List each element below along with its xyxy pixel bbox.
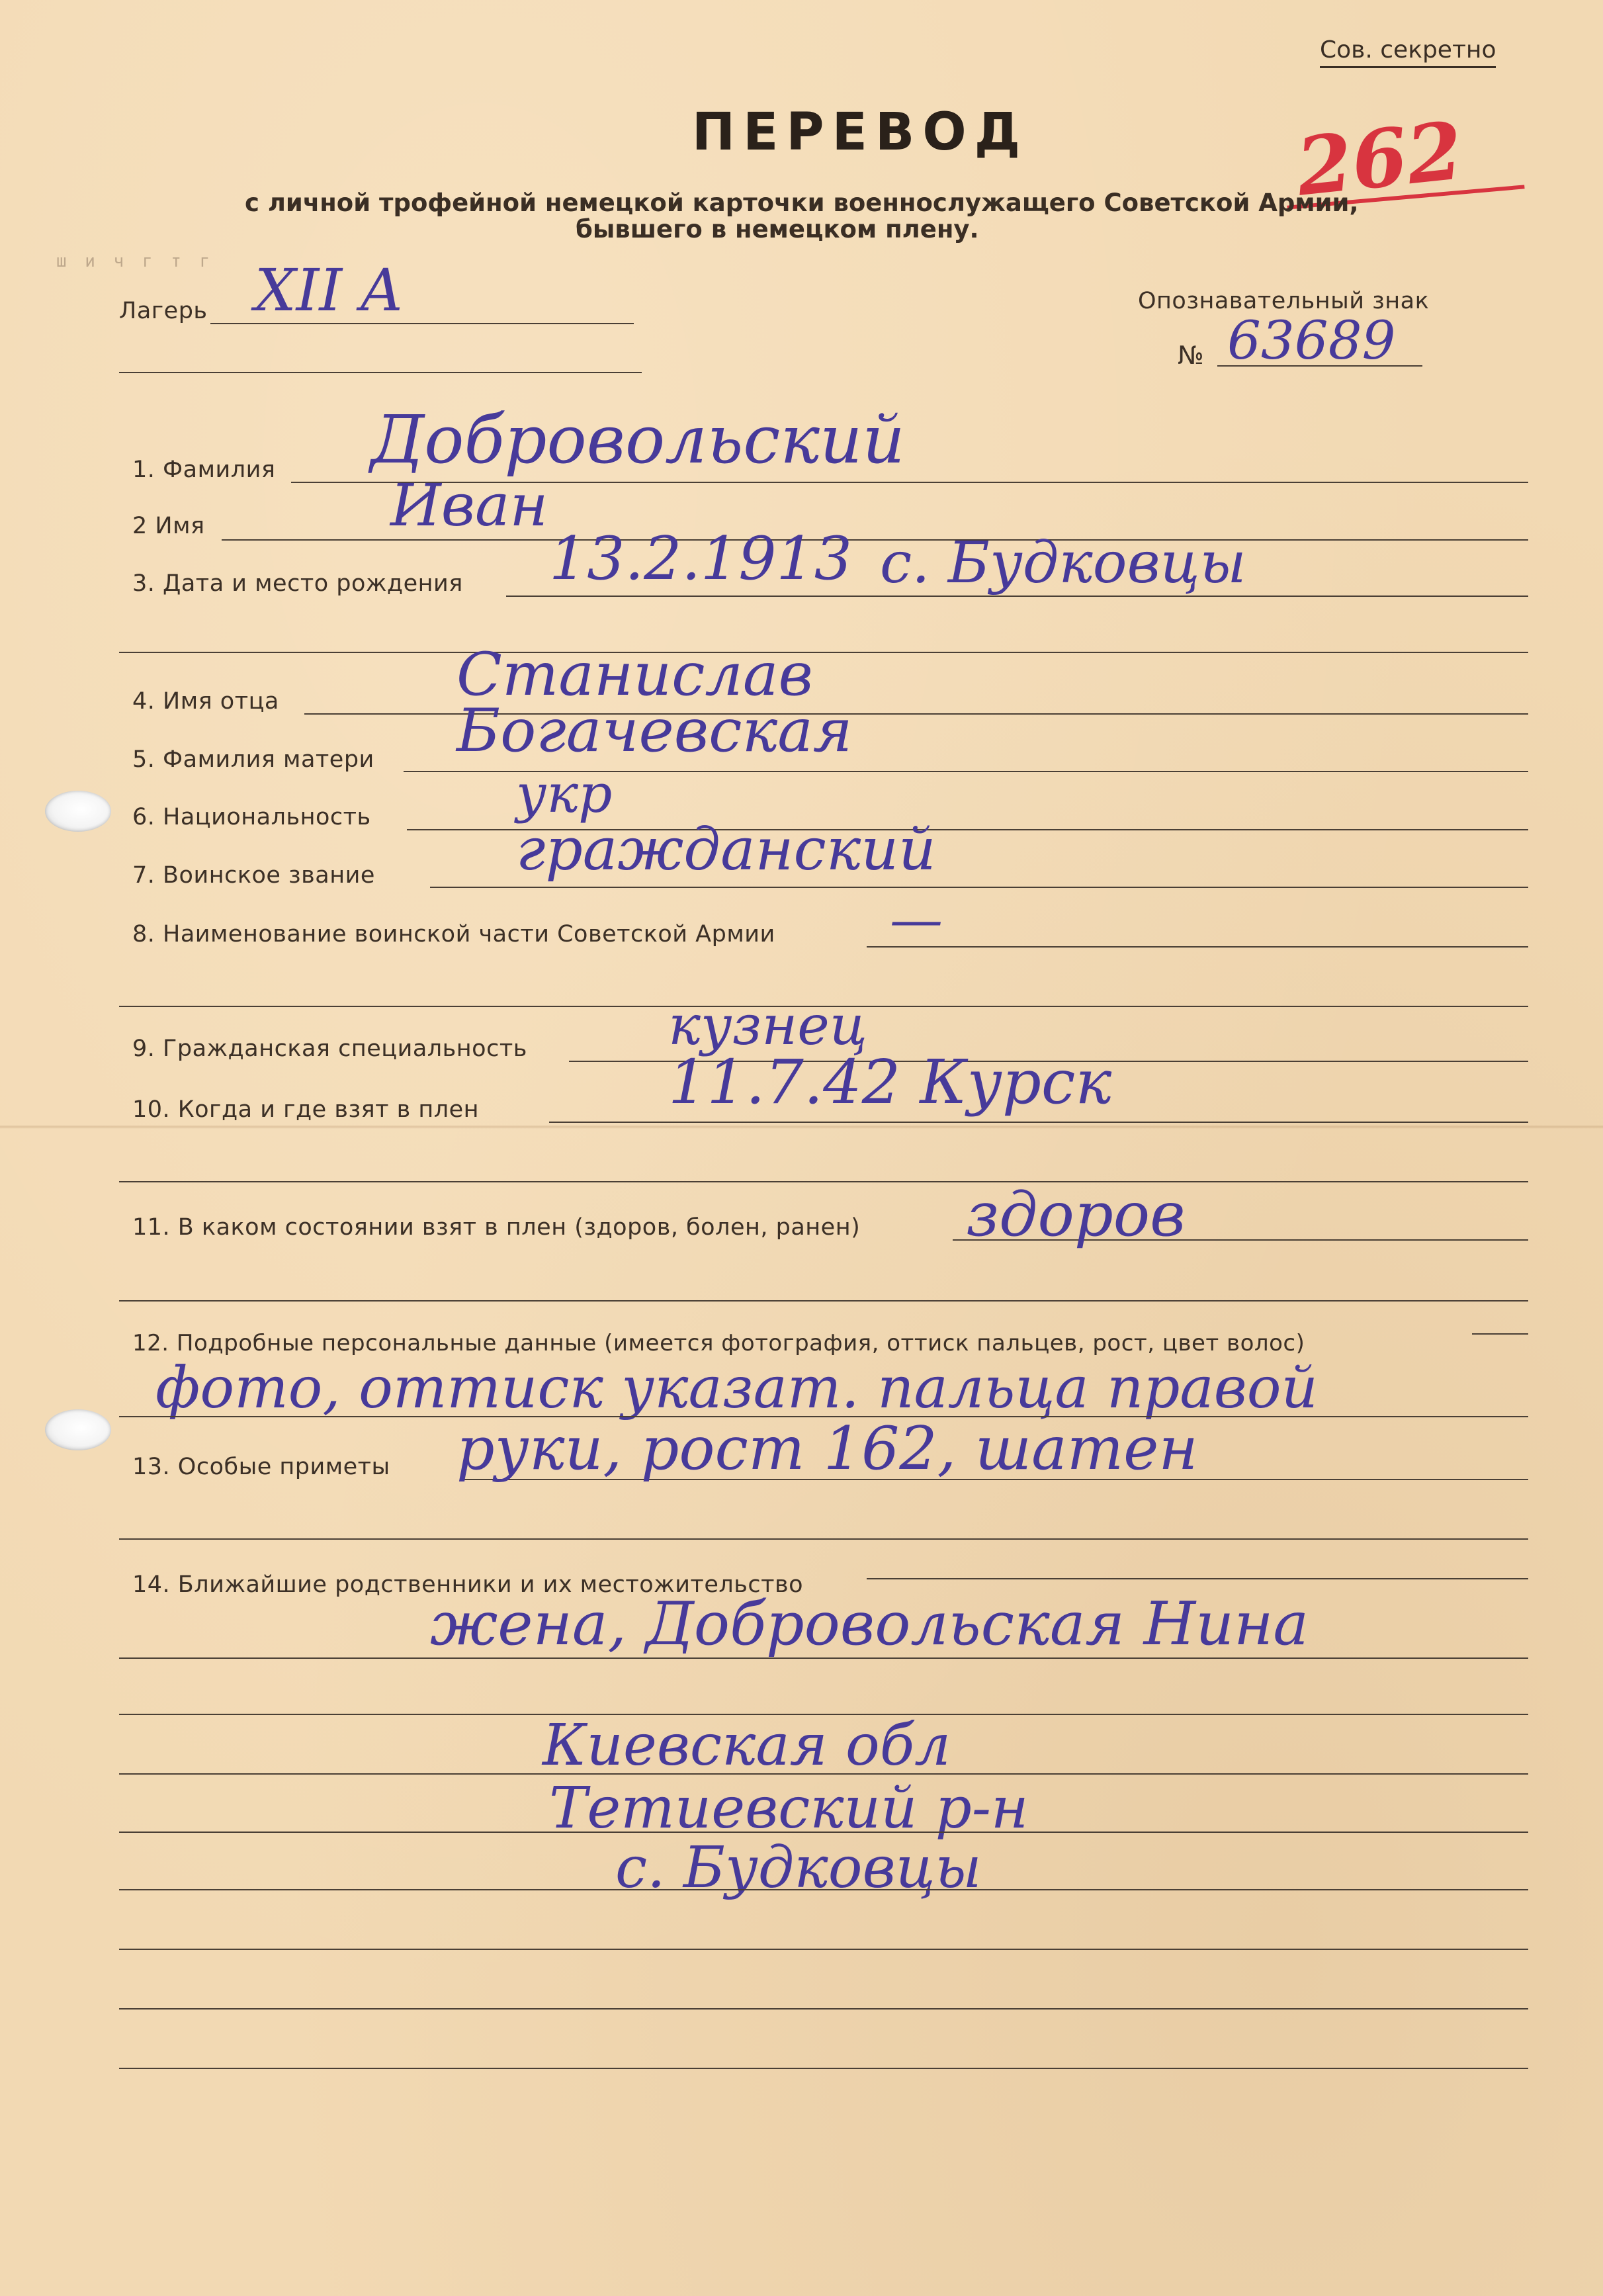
- condition-value: здоров: [966, 1179, 1186, 1250]
- document-subtitle-line2: бывшего в немецком плену.: [576, 215, 979, 243]
- relatives-rule-2: [119, 1657, 1528, 1659]
- captured-label: 10. Когда и где взят в плен: [132, 1096, 480, 1123]
- condition-label: 11. В каком состоянии взят в плен (здоров, болен, ранен): [132, 1214, 861, 1241]
- birth-place-value: с. Будковцы: [880, 530, 1246, 596]
- faint-stamp-mark: ш и ч г т г: [56, 251, 214, 271]
- relatives-rule: [867, 1578, 1528, 1579]
- captured-rule: [549, 1122, 1528, 1123]
- red-record-number: 262: [1292, 104, 1467, 214]
- nationality-value: укр: [516, 763, 613, 824]
- punch-hole-lower: [45, 1409, 111, 1450]
- secrecy-stamp: Сов. секретно: [1320, 36, 1496, 68]
- tag-value: 63689: [1227, 310, 1396, 371]
- unit-value: —: [890, 889, 943, 950]
- birth-rule-2: [119, 652, 1528, 653]
- document-subtitle-line1: с личной трофейной немецкой карточки военнослужащего Советской Армии,: [245, 189, 1359, 217]
- profession-label: 9. Гражданская специальность: [132, 1036, 527, 1062]
- relatives-value-line3: Тетиевский р-н: [549, 1775, 1029, 1841]
- rank-label: 7. Воинское звание: [132, 862, 375, 889]
- rank-rule: [430, 887, 1528, 888]
- unit-label: 8. Наименование воинской части Советской Армии: [132, 921, 775, 948]
- unit-rule: [867, 946, 1528, 948]
- captured-value: 11.7.42 Курск: [668, 1047, 1112, 1118]
- personal-label: 12. Подробные персональные данные (имеется фотография, оттиск пальцев, рост, цвет волос): [132, 1330, 1305, 1356]
- camp-label: Лагерь: [119, 298, 208, 324]
- father-label: 4. Имя отца: [132, 688, 279, 715]
- father-value: Станислав: [456, 640, 813, 709]
- condition-rule-2: [119, 1300, 1528, 1302]
- name-value: Иван: [390, 471, 548, 539]
- camp-value: XII A: [255, 256, 403, 324]
- relatives-value-line4: с. Будковцы: [615, 1835, 982, 1901]
- relatives-value-line1: жена, Добровольская Нина: [430, 1589, 1309, 1659]
- profession-value: кузнец: [668, 994, 868, 1057]
- surname-label: 1. Фамилия: [132, 457, 276, 483]
- camp-rule-2: [119, 372, 642, 373]
- surname-value: Добровольский: [370, 401, 905, 478]
- tag-label: Опознавательный знак: [1138, 288, 1430, 314]
- relatives-rule-9: [119, 2068, 1528, 2069]
- document-title: ПЕРЕВОД: [691, 103, 1029, 162]
- marks-rule-2: [119, 1538, 1528, 1540]
- captured-rule-2: [119, 1181, 1528, 1182]
- relatives-rule-8: [119, 2008, 1528, 2009]
- relatives-label: 14. Ближайшие родственники и их местожительство: [132, 1571, 804, 1598]
- tag-no-label: №: [1178, 341, 1205, 370]
- personal-value-line1: фото, оттиск указат. пальца правой: [155, 1355, 1318, 1421]
- rank-value: гражданский: [516, 815, 936, 883]
- mother-label: 5. Фамилия матери: [132, 746, 374, 773]
- nationality-label: 6. Национальность: [132, 804, 371, 830]
- marks-label: 13. Особые приметы: [132, 1454, 390, 1480]
- birth-label: 3. Дата и место рождения: [132, 570, 463, 597]
- punch-hole-upper: [45, 791, 111, 832]
- name-rule: [222, 539, 1528, 541]
- mother-value: Богачевская: [456, 696, 853, 766]
- relatives-rule-4: [119, 1773, 1528, 1775]
- name-label: 2 Имя: [132, 513, 205, 539]
- relatives-value-line2: Киевская обл: [542, 1712, 951, 1779]
- relatives-rule-7: [119, 1949, 1528, 1950]
- personal-value-line2: руки, рост 162, шатен: [456, 1414, 1198, 1483]
- personal-rule: [1472, 1333, 1528, 1335]
- paper-fold: [0, 1125, 1603, 1129]
- relatives-rule-6: [119, 1889, 1528, 1890]
- birth-date-value: 13.2.1913: [549, 524, 853, 594]
- relatives-rule-5: [119, 1832, 1528, 1833]
